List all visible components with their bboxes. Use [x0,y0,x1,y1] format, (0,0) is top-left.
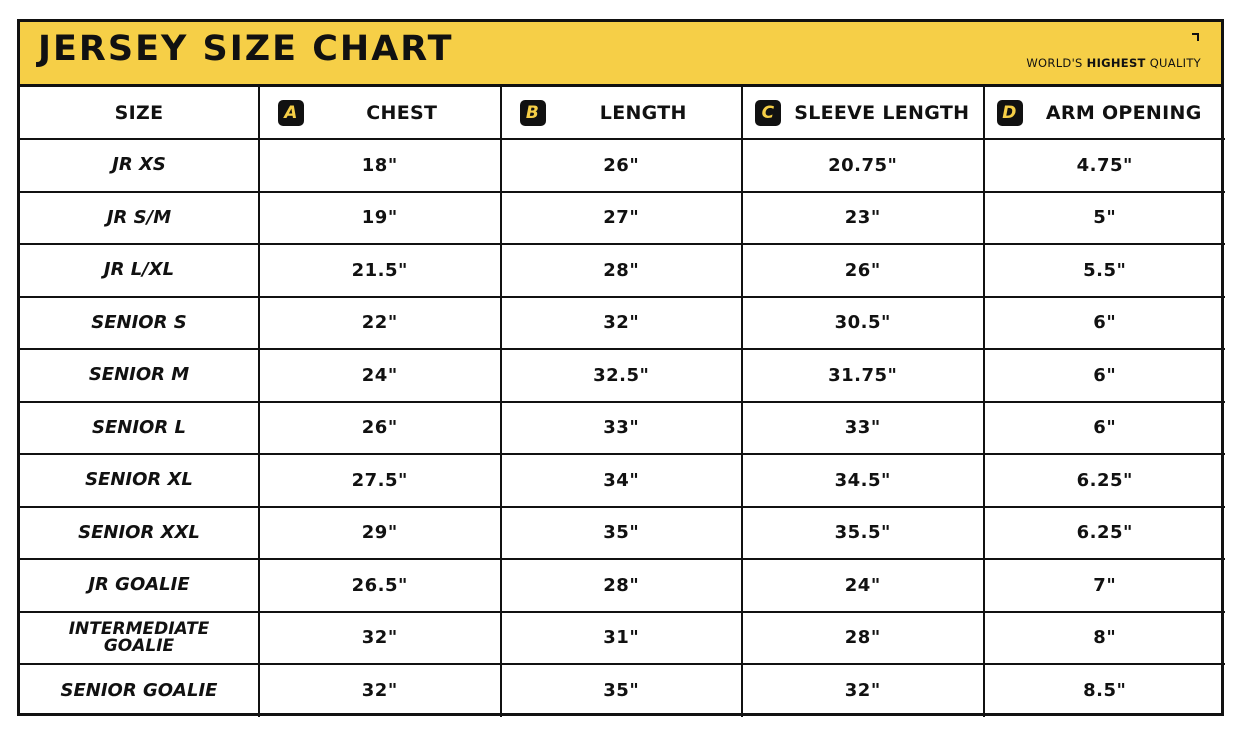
length-value: 33" [501,402,743,455]
size-name: JR S/M [20,192,259,245]
chest-value: 21.5" [259,244,501,297]
table-row [20,402,1225,455]
size-name: SENIOR L [20,402,259,455]
size-name: SENIOR GOALIE [20,664,259,717]
header-sleeve-length [742,87,984,139]
sleeve-length-value: 28" [742,612,984,665]
chest-value: 32" [259,664,501,717]
sleeve-length-value: 26" [742,244,984,297]
header-label: LENGTH [599,101,687,124]
tagline-suffix: QUALITY [1149,56,1201,70]
arm-opening-value: 6" [984,402,1226,455]
size-name-line: INTERMEDIATE [68,618,210,639]
arm-opening-value: 8.5" [984,664,1226,717]
chest-value: 22" [259,297,501,350]
length-value: 35" [501,664,743,717]
tagline-prefix: WORLD'S [1026,56,1083,70]
header-size: SIZE [20,87,259,139]
table-row [20,297,1225,350]
arm-opening-value: 6.25" [984,454,1226,507]
chart-title: JERSEY SIZE CHART [38,29,454,69]
corner-mark-icon [1192,33,1199,41]
header-label: SLEEVE LENGTH [794,101,970,124]
sleeve-length-value: 35.5" [742,507,984,560]
tagline [1026,58,1201,70]
chest-value: 26" [259,402,501,455]
size-name: JR XS [20,139,259,192]
size-name [20,612,259,665]
table-row [20,507,1225,560]
length-value: 31" [501,612,743,665]
sleeve-length-value: 23" [742,192,984,245]
table-row [20,349,1225,402]
table-row [20,454,1225,507]
length-value: 32.5" [501,349,743,402]
arm-opening-value: 5.5" [984,244,1226,297]
title-banner [20,22,1221,87]
chest-value: 19" [259,192,501,245]
arm-opening-value: 5" [984,192,1226,245]
sleeve-length-value: 32" [742,664,984,717]
size-name-line: GOALIE [103,635,175,656]
chest-value: 26.5" [259,559,501,612]
size-name: SENIOR S [20,297,259,350]
badge-b-icon: B [520,100,546,126]
chest-value: 18" [259,139,501,192]
header-label: ARM OPENING [1045,101,1202,124]
header-length [501,87,743,139]
chest-value: 29" [259,507,501,560]
table-row [20,139,1225,192]
length-value: 28" [501,244,743,297]
chest-value: 27.5" [259,454,501,507]
table-row [20,192,1225,245]
length-value: 35" [501,507,743,560]
chest-value: 24" [259,349,501,402]
sleeve-length-value: 20.75" [742,139,984,192]
sleeve-length-value: 30.5" [742,297,984,350]
sleeve-length-value: 33" [742,402,984,455]
arm-opening-value: 4.75" [984,139,1226,192]
badge-d-icon: D [997,100,1023,126]
chest-value: 32" [259,612,501,665]
length-value: 32" [501,297,743,350]
header-row [20,87,1225,139]
header-label: CHEST [366,101,438,124]
length-value: 26" [501,139,743,192]
table-row [20,559,1225,612]
badge-c-icon: C [755,100,781,126]
length-value: 27" [501,192,743,245]
sleeve-length-value: 24" [742,559,984,612]
sleeve-length-value: 31.75" [742,349,984,402]
length-value: 34" [501,454,743,507]
size-chart [17,19,1224,716]
table-row [20,244,1225,297]
arm-opening-value: 6.25" [984,507,1226,560]
size-table [20,87,1225,717]
length-value: 28" [501,559,743,612]
sleeve-length-value: 34.5" [742,454,984,507]
table-row [20,664,1225,717]
arm-opening-value: 7" [984,559,1226,612]
size-name: SENIOR M [20,349,259,402]
arm-opening-value: 6" [984,349,1226,402]
arm-opening-value: 6" [984,297,1226,350]
tagline-highlight: HIGHEST [1086,56,1146,70]
size-name: SENIOR XXL [20,507,259,560]
header-arm-opening [984,87,1226,139]
badge-a-icon: A [278,100,304,126]
table-row [20,612,1225,665]
size-name: JR GOALIE [20,559,259,612]
arm-opening-value: 8" [984,612,1226,665]
size-name: SENIOR XL [20,454,259,507]
size-name: JR L/XL [20,244,259,297]
header-chest [259,87,501,139]
